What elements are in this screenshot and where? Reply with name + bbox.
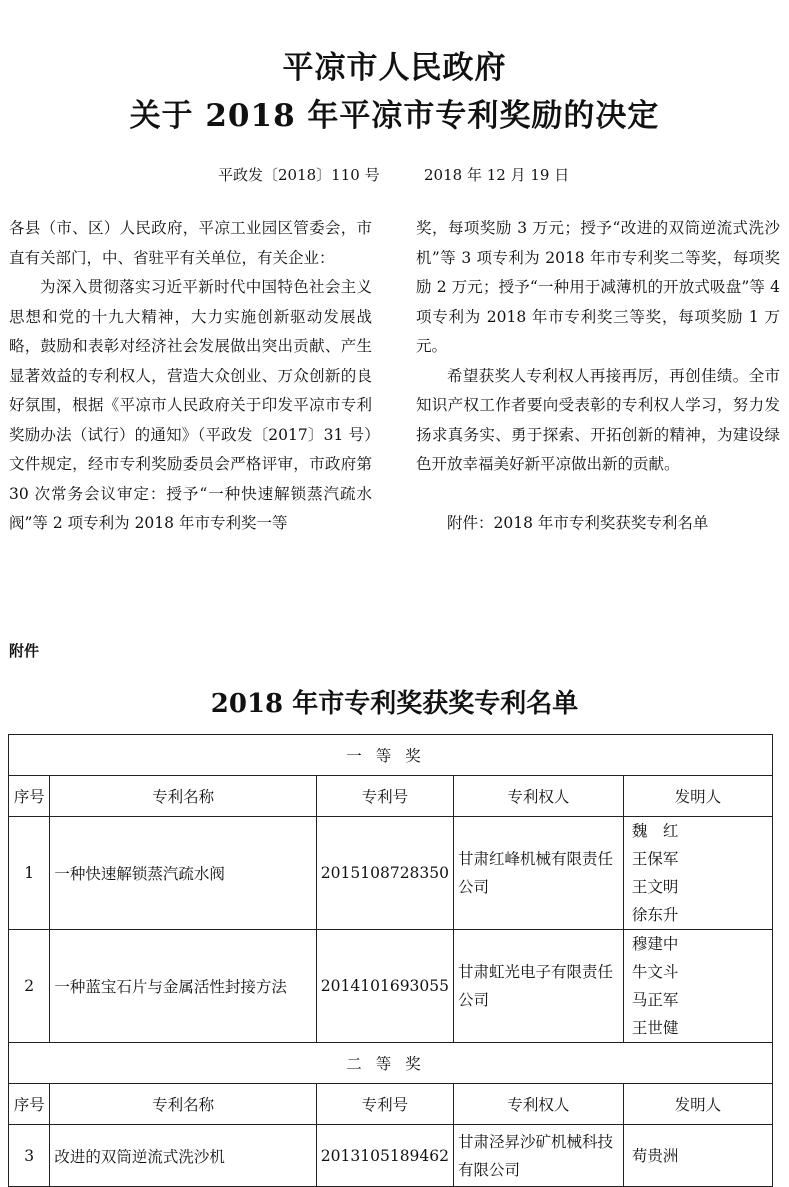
- table-row: [9, 817, 773, 930]
- patent-owner: 甘肃泾昇沙矿机械科技有限公司: [454, 1125, 624, 1187]
- inventor-name: 牛文斗: [631, 963, 679, 981]
- document-number: 平政发〔2018〕110 号: [218, 166, 380, 184]
- inventors: [623, 930, 772, 1043]
- table-header-row: [9, 1084, 773, 1125]
- patent-owner: 甘肃红峰机械有限责任公司: [454, 817, 624, 930]
- inventor-name: 苟贵洲: [631, 1146, 679, 1165]
- column-header: 专利号: [316, 776, 453, 817]
- row-number: 1: [9, 817, 50, 930]
- inventors: [623, 817, 772, 930]
- row-number: 2: [9, 930, 50, 1043]
- column-header: 专利权人: [454, 776, 624, 817]
- patent-number: 2014101693055: [316, 930, 453, 1043]
- award-section-row: [9, 1043, 773, 1084]
- decision-paragraph: 为深入贯彻落实习近平新时代中国特色社会主义思想和党的十九大精神，大力实施创新驱动发展战略，鼓励和表彰对经济社会发展做出突出贡献、产生显著效益的专利权人，营造大众创业、万众创新的良好氛围，根据《平凉市人民政府关于印发平凉市专利奖励办法（试行）的通知》（平政发〔2017〕31 号）文件规定，经市专利奖励委员会严格评审，市政府第 30 次常务会议审定：授予“一种快速解锁蒸汽疏水阀”等 2 项专利为 2018 年市专利奖一等: [9, 278, 372, 532]
- attachment-label: 附件: [9, 642, 40, 660]
- issuer-title: 平凉市人民政府: [282, 50, 507, 86]
- addressees: 各县（市、区）人民政府，平凉工业园区管委会，市直有关部门，中、省驻平有关单位，有关企业：: [9, 219, 372, 267]
- column-header: 专利名称: [50, 1084, 316, 1125]
- inventor-name: 马正军: [631, 991, 679, 1009]
- inventor-name: 王世健: [631, 1019, 679, 1037]
- patent-name: 改进的双筒逆流式洗沙机: [50, 1125, 316, 1187]
- award-table: [8, 734, 773, 1187]
- inventors: [623, 1125, 772, 1187]
- decision-paragraph-continued: 奖，每项奖励 3 万元；授予“改进的双筒逆流式洗沙机”等 3 项专利为 2018 年市专利奖二等奖，每项奖励 2 万元；授予“一种用于减薄机的开放式吸盘”等 4 项专利为 2018 年市专利奖三等奖，每项奖励 1 万元。: [416, 219, 780, 355]
- document-title: 关于 2018 年平凉市专利奖励的决定: [129, 98, 660, 134]
- inventor-name: 王文明: [631, 878, 679, 896]
- body-left-column: [9, 214, 372, 539]
- patent-owner: 甘肃虹光电子有限责任公司: [454, 930, 624, 1043]
- attachment-reference: 附件：2018 年市专利奖获奖专利名单: [447, 514, 709, 532]
- column-header: 专利号: [316, 1084, 453, 1125]
- patent-name: 一种蓝宝石片与金属活性封接方法: [50, 930, 316, 1043]
- patent-name: 一种快速解锁蒸汽疏水阀: [50, 817, 316, 930]
- column-header: 专利名称: [50, 776, 316, 817]
- table-row: [9, 1125, 773, 1187]
- award-section-row: [9, 735, 773, 776]
- column-header: 发明人: [623, 776, 772, 817]
- inventor-name: 王保军: [631, 850, 679, 868]
- award-section-title: 二等奖: [9, 1043, 773, 1084]
- row-number: 3: [9, 1125, 50, 1187]
- inventor-name: 魏 红: [631, 822, 679, 840]
- inventor-name: 穆建中: [631, 935, 679, 953]
- body-right-column: [416, 214, 780, 539]
- inventor-name: 徐东升: [631, 906, 679, 924]
- attachment-title: 2018 年市专利奖获奖专利名单: [210, 689, 579, 719]
- patent-number: 2013105189462: [316, 1125, 453, 1187]
- closing-paragraph: 希望获奖人专利权人再接再厉，再创佳绩。全市知识产权工作者要向受表彰的专利权人学习，努力发扬求真务实、勇于探索、开拓创新的精神，为建设绿色开放幸福美好新平凉做出新的贡献。: [416, 366, 780, 473]
- column-header: 发明人: [623, 1084, 772, 1125]
- table-header-row: [9, 776, 773, 817]
- patent-number: 2015108728350: [316, 817, 453, 930]
- column-header: 序号: [9, 776, 50, 817]
- award-section-title: 一等奖: [9, 735, 773, 776]
- column-header: 序号: [9, 1084, 50, 1125]
- column-header: 专利权人: [454, 1084, 624, 1125]
- table-row: [9, 930, 773, 1043]
- document-date: 2018 年 12 月 19 日: [424, 166, 570, 184]
